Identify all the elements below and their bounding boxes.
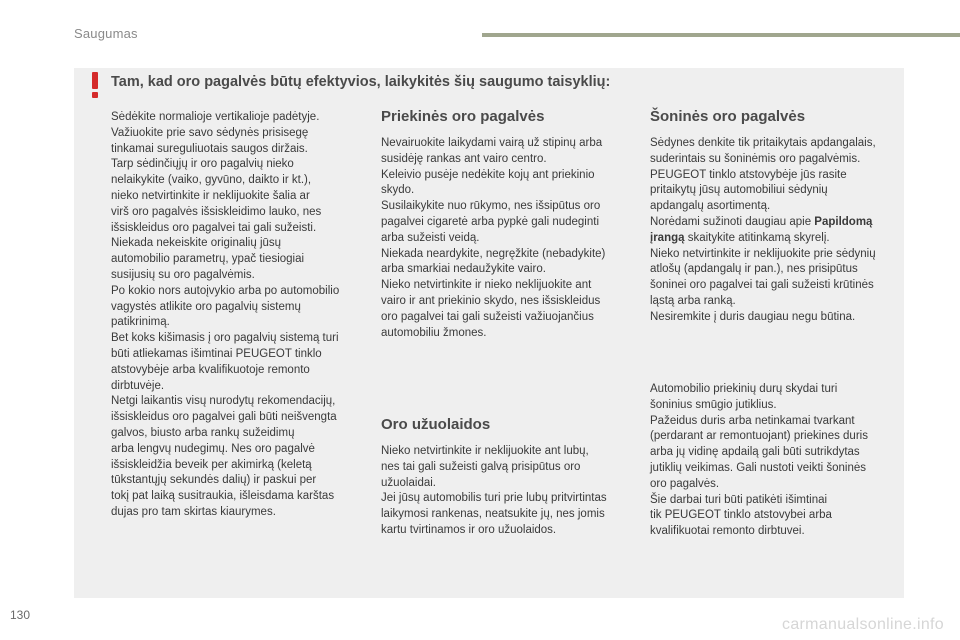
text-line: atstovybėje arba kvalifikuotoje remonto (111, 363, 310, 376)
text-line: jutiklių veikimas. Gali nustoti veikti šoninės (650, 461, 867, 474)
text-line: pagalvei cigaretė arba pypkė gali nudeginti (381, 215, 600, 228)
text-line: nes tai gali sužeisti galvą prisipūtus oro (381, 460, 581, 473)
text-line: oro pagalvės. (650, 477, 720, 490)
front-airbags-text (381, 136, 636, 341)
curtain-airbags-text (381, 444, 636, 539)
text-line: Pažeidus duris arba netinkamai tvarkant (650, 414, 855, 427)
text-line: šoninius smūgio jutiklius. (650, 398, 777, 411)
text-line: atlošų (apdangalų ir pan.), nes prisipūtus (650, 263, 858, 276)
text-line: Niekada neardykite, negręžkite (nebadykite) (381, 247, 606, 260)
text-line: Niekada nekeiskite originalių jūsų (111, 237, 282, 250)
text-line: tūkstantųjų sekundės dalių) ir paskui per (111, 474, 317, 487)
text-line: Nieko netvirtinkite ir nieko neklijuokite ant (381, 279, 592, 292)
text-line: Tarp sėdinčiųjų ir oro pagalvių nieko (111, 158, 294, 171)
text-line: Netgi laikantis visų nurodytų rekomendacijų, (111, 395, 336, 408)
text-line: apdangalų asortimentą. (650, 200, 771, 213)
side-airbags-text-b (650, 247, 905, 326)
header-rule (482, 33, 960, 37)
text-line: Nieko netvirtinkite ir neklijuokite prie sėdynių (650, 247, 876, 260)
exclamation-icon (88, 72, 102, 98)
side-airbags-heading: Šoninės oro pagalvės (650, 108, 806, 125)
text-line: išsiskleidžia beveik per akimirką (keletą (111, 458, 312, 471)
door-sensors-text (650, 382, 905, 540)
side-airbags-section (650, 108, 905, 326)
text-line: oro pagalvei tai gali sužeisti važiuojančius (381, 310, 594, 323)
text-line: kvalifikuotai remonto dirbtuvei. (650, 525, 805, 538)
text-line: Sėdynes denkite tik pritaikytais apdangalais, (650, 137, 876, 149)
text-line: dujas pro tam skirtas kiaurymes. (111, 505, 276, 518)
text-line: pritaikytų jūsų automobiliui sėdynių (650, 184, 828, 197)
text-line: išsiskleidus oro pagalvei gali būti neišvengta (111, 411, 337, 424)
text-line: šoninei oro pagalvei tai gali sužeisti krūtinės (650, 279, 874, 292)
text-line: Šie darbai turi būti patikėti išimtinai (650, 493, 828, 506)
text-line: arba lengvų nudegimų. Nes oro pagalvė (111, 442, 315, 455)
text-line: dirbtuvėje. (111, 379, 165, 392)
text-line: Automobilio priekinių durų skydai turi (650, 383, 838, 395)
accessories-reference: Norėdami sužinoti daugiau apie Papildomą įrangą skaitykite atitinkamą skyrelį. (650, 215, 873, 244)
text-line: Bet koks kišimasis į oro pagalvių sistemą turi (111, 332, 339, 345)
text-line: Nesiremkite į duris daugiau negu būtina. (650, 310, 856, 323)
general-rules-column (111, 110, 366, 521)
text-line: vagystės atlikite oro pagalvių sistemų (111, 300, 301, 313)
text-line: arba sužeisti veidą. (381, 231, 480, 244)
section-label: Saugumas (74, 26, 138, 41)
text-line: virš oro pagalvės išsiskleidimo lauko, nes (111, 205, 322, 218)
text-line: Važiuokite prie savo sėdynės prisisegę (111, 126, 309, 139)
front-airbags-heading: Priekinės oro pagalvės (381, 108, 545, 125)
text-line: automobiliu žmones. (381, 326, 487, 339)
page-number: 130 (10, 608, 31, 622)
text-line: Jei jūsų automobilis turi prie lubų pritvirtintas (381, 492, 607, 505)
text-line: laikymosi rankenas, neatsukite jų, nes jomis (381, 508, 605, 521)
text-line: ląstą arba ranką. (650, 294, 736, 307)
text-line: Susilaikykite nuo rūkymo, nes išsipūtus oro (381, 200, 601, 213)
side-airbags-text-a (650, 136, 905, 215)
text-line: tik PEUGEOT tinklo atstovybei arba (650, 509, 832, 522)
warning-title: Tam, kad oro pagalvės būtų efektyvios, laikykitės šių saugumo taisyklių: (111, 74, 611, 90)
text-line: nieko netvirtinkite ir neklijuokite šalia ar (111, 189, 310, 202)
text-line: patikrinimą. (111, 316, 170, 329)
text-line: skydo. (381, 184, 415, 197)
text-line: galvos, biusto arba rankų sužeidimų (111, 426, 295, 439)
text-line: Sėdėkite normalioje vertikalioje padėtyje. (111, 111, 320, 123)
text-line: Po kokio nors autoįvykio arba po automobilio (111, 284, 340, 297)
text-line: tinkamai sureguliuotais saugos diržais. (111, 142, 308, 155)
text-line: (perdarant ar remontuojant) priekines duris (650, 430, 868, 443)
watermark: carmanualsonline.info (782, 616, 944, 633)
curtain-airbags-heading: Oro užuolaidos (381, 416, 491, 433)
text-line: PEUGEOT tinklo atstovybėje jūs rasite (650, 168, 847, 181)
text-line: arba jų vidinę apdailą gali būti sutrikdytas (650, 446, 860, 459)
text-line: vairo ir ant priekinio skydo, nes išsiskleidus (381, 294, 601, 307)
text-line: kartu tvirtinamos ir oro užuolaidos. (381, 523, 557, 536)
text-line: tokį pat laiką susitraukia, išleisdama karštas (111, 490, 335, 503)
text-line: Nieko netvirtinkite ir neklijuokite ant lubų, (381, 445, 589, 457)
text-line: būti atliekamas išimtinai PEUGEOT tinklo (111, 347, 322, 360)
text-line: susidėję rankas ant vairo centro. (381, 152, 547, 165)
text-line: užuolaidai. (381, 476, 436, 489)
text-line: arba smarkiai nedaužykite vairo. (381, 263, 546, 276)
text-line: suderintais su šoninėmis oro pagalvėmis. (650, 152, 861, 165)
text-line: susijusių su oro pagalvėmis. (111, 268, 255, 281)
curtain-airbags-section (381, 416, 636, 539)
text-line: automobilio parametrų, ypač tiesiogiai (111, 253, 305, 266)
text-line: išsiskleidus oro pagalvei tai gali sužeisti. (111, 221, 317, 234)
front-airbags-section (381, 108, 636, 341)
text-line: Keleivio pusėje nedėkite kojų ant priekinio (381, 168, 595, 181)
text-line: nelaikykite (vaiko, gyvūno, daikto ir kt.), (111, 174, 312, 187)
text-line: Nevairuokite laikydami vairą už stipinų arba (381, 137, 603, 149)
